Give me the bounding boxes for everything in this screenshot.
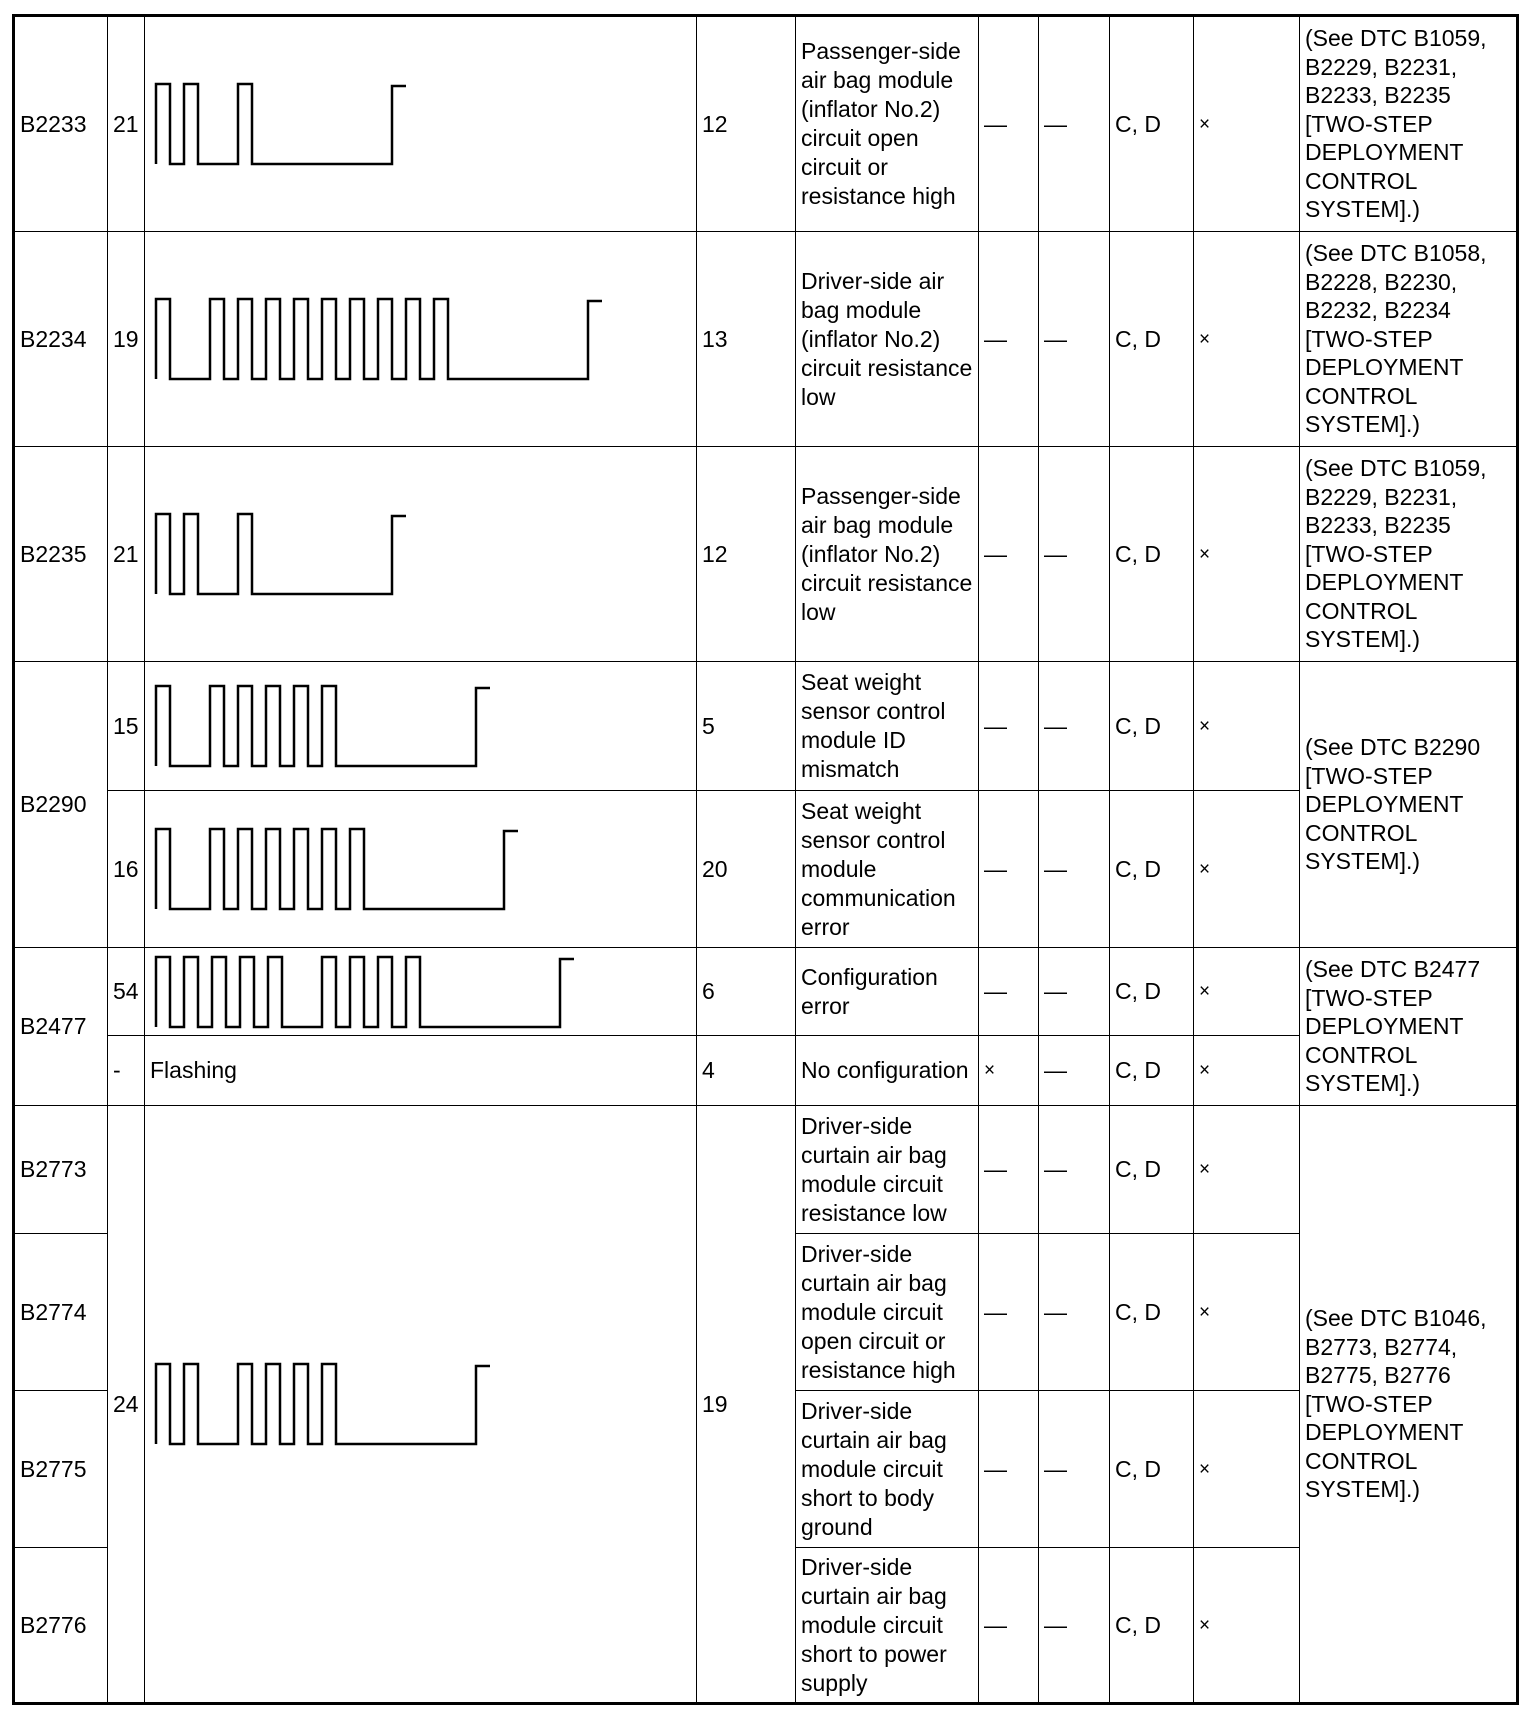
- table-row: [14, 1036, 1518, 1106]
- flash-count: 54: [108, 948, 145, 1036]
- flash-waveform: [150, 1348, 697, 1460]
- column-d: ×: [1194, 1548, 1300, 1704]
- code-count: 6: [697, 948, 796, 1036]
- column-d: ×: [1194, 1391, 1300, 1548]
- column-a: —: [979, 948, 1039, 1036]
- reference: (See DTC B1059, B2229, B2231, B2233, B2235 [TWO-STEP DEPLOYMENT CONTROL SYSTEM].): [1300, 447, 1518, 662]
- code-count: 12: [697, 447, 796, 662]
- flash-waveform: [150, 498, 697, 610]
- flash-waveform-line: [156, 1364, 490, 1444]
- flash-pattern: [145, 447, 697, 662]
- column-b: —: [1039, 1548, 1110, 1704]
- description: Passenger-side air bag module (inflator No.2) circuit resistance low: [796, 447, 979, 662]
- reference: (See DTC B2477 [TWO-STEP DEPLOYMENT CONTROL SYSTEM].): [1300, 948, 1518, 1106]
- flash-waveform-line: [156, 84, 406, 164]
- description: Passenger-side air bag module (inflator No.2) circuit open circuit or resistance high: [796, 16, 979, 232]
- dtc-code: B2775: [14, 1391, 108, 1548]
- flash-count: -: [108, 1036, 145, 1106]
- description: No configuration: [796, 1036, 979, 1106]
- column-b: —: [1039, 1106, 1110, 1234]
- column-b: —: [1039, 1234, 1110, 1391]
- flash-count: 24: [108, 1106, 145, 1704]
- code-count: 12: [697, 16, 796, 232]
- description: Seat weight sensor control module ID mismatch: [796, 662, 979, 791]
- flash-count: 16: [108, 791, 145, 948]
- flash-waveform-line: [156, 299, 602, 379]
- table-row: [14, 791, 1518, 948]
- table-row: [14, 232, 1518, 447]
- description: Driver-side curtain air bag module circuit resistance low: [796, 1106, 979, 1234]
- table-row: [14, 447, 1518, 662]
- column-d: ×: [1194, 16, 1300, 232]
- flash-waveform: [150, 813, 697, 925]
- column-a: —: [979, 791, 1039, 948]
- reference: (See DTC B1058, B2228, B2230, B2232, B2234 [TWO-STEP DEPLOYMENT CONTROL SYSTEM].): [1300, 232, 1518, 447]
- column-d: ×: [1194, 662, 1300, 791]
- code-count: 19: [697, 1106, 796, 1704]
- column-c: C, D: [1110, 948, 1194, 1036]
- flash-pattern-text: Flashing: [145, 1036, 697, 1106]
- flash-pattern: [145, 662, 697, 791]
- dtc-code: B2234: [14, 232, 108, 447]
- column-a: —: [979, 1548, 1039, 1704]
- column-c: C, D: [1110, 232, 1194, 447]
- reference: (See DTC B2290 [TWO-STEP DEPLOYMENT CONTROL SYSTEM].): [1300, 662, 1518, 948]
- reference: (See DTC B1059, B2229, B2231, B2233, B2235 [TWO-STEP DEPLOYMENT CONTROL SYSTEM].): [1300, 16, 1518, 232]
- flash-waveform: [150, 68, 697, 180]
- table-row: [14, 1106, 1518, 1234]
- dtc-code: B2233: [14, 16, 108, 232]
- flash-pattern: [145, 232, 697, 447]
- dtc-code: B2290: [14, 662, 108, 948]
- flash-pattern: [145, 1106, 697, 1704]
- column-b: —: [1039, 1036, 1110, 1106]
- column-b: —: [1039, 16, 1110, 232]
- flash-waveform-line: [156, 514, 406, 594]
- column-b: —: [1039, 662, 1110, 791]
- column-d: ×: [1194, 1106, 1300, 1234]
- column-b: —: [1039, 1391, 1110, 1548]
- column-a: ×: [979, 1036, 1039, 1106]
- column-c: C, D: [1110, 447, 1194, 662]
- description: Driver-side air bag module (inflator No.2) circuit resistance low: [796, 232, 979, 447]
- column-a: —: [979, 447, 1039, 662]
- flash-pattern: [145, 948, 697, 1036]
- flash-waveform: [150, 283, 697, 395]
- code-count: 20: [697, 791, 796, 948]
- description: Configuration error: [796, 948, 979, 1036]
- column-d: ×: [1194, 948, 1300, 1036]
- column-a: —: [979, 1391, 1039, 1548]
- description: Driver-side curtain air bag module circuit short to body ground: [796, 1391, 979, 1548]
- flash-count: 21: [108, 447, 145, 662]
- flash-pattern: [145, 16, 697, 232]
- column-c: C, D: [1110, 16, 1194, 232]
- column-a: —: [979, 1234, 1039, 1391]
- column-b: —: [1039, 791, 1110, 948]
- column-a: —: [979, 662, 1039, 791]
- column-d: ×: [1194, 1234, 1300, 1391]
- dtc-code: B2477: [14, 948, 108, 1106]
- column-c: C, D: [1110, 1391, 1194, 1548]
- column-b: —: [1039, 232, 1110, 447]
- flash-count: 19: [108, 232, 145, 447]
- column-a: —: [979, 1106, 1039, 1234]
- table-row: [14, 662, 1518, 791]
- flash-waveform-line: [156, 957, 574, 1027]
- column-c: C, D: [1110, 1036, 1194, 1106]
- code-count: 5: [697, 662, 796, 791]
- flash-waveform: [150, 949, 697, 1035]
- column-c: C, D: [1110, 1106, 1194, 1234]
- dtc-table: [12, 14, 1519, 1705]
- flash-waveform-line: [156, 829, 518, 909]
- flash-count: 15: [108, 662, 145, 791]
- flash-count: 21: [108, 16, 145, 232]
- column-c: C, D: [1110, 1234, 1194, 1391]
- column-a: —: [979, 232, 1039, 447]
- column-c: C, D: [1110, 662, 1194, 791]
- column-d: ×: [1194, 1036, 1300, 1106]
- description: Driver-side curtain air bag module circuit open circuit or resistance high: [796, 1234, 979, 1391]
- reference: (See DTC B1046, B2773, B2774, B2775, B2776 [TWO-STEP DEPLOYMENT CONTROL SYSTEM].): [1300, 1106, 1518, 1704]
- dtc-code: B2776: [14, 1548, 108, 1704]
- flash-pattern: [145, 791, 697, 948]
- description: Driver-side curtain air bag module circuit short to power supply: [796, 1548, 979, 1704]
- column-b: —: [1039, 948, 1110, 1036]
- dtc-code: B2235: [14, 447, 108, 662]
- code-count: 13: [697, 232, 796, 447]
- description: Seat weight sensor control module communication error: [796, 791, 979, 948]
- table-row: [14, 16, 1518, 232]
- dtc-code: B2773: [14, 1106, 108, 1234]
- code-count: 4: [697, 1036, 796, 1106]
- dtc-code: B2774: [14, 1234, 108, 1391]
- column-c: C, D: [1110, 1548, 1194, 1704]
- column-c: C, D: [1110, 791, 1194, 948]
- flash-waveform: [150, 670, 697, 782]
- column-b: —: [1039, 447, 1110, 662]
- column-d: ×: [1194, 232, 1300, 447]
- column-d: ×: [1194, 447, 1300, 662]
- table-row: [14, 948, 1518, 1036]
- column-a: —: [979, 16, 1039, 232]
- flash-waveform-line: [156, 686, 490, 766]
- column-d: ×: [1194, 791, 1300, 948]
